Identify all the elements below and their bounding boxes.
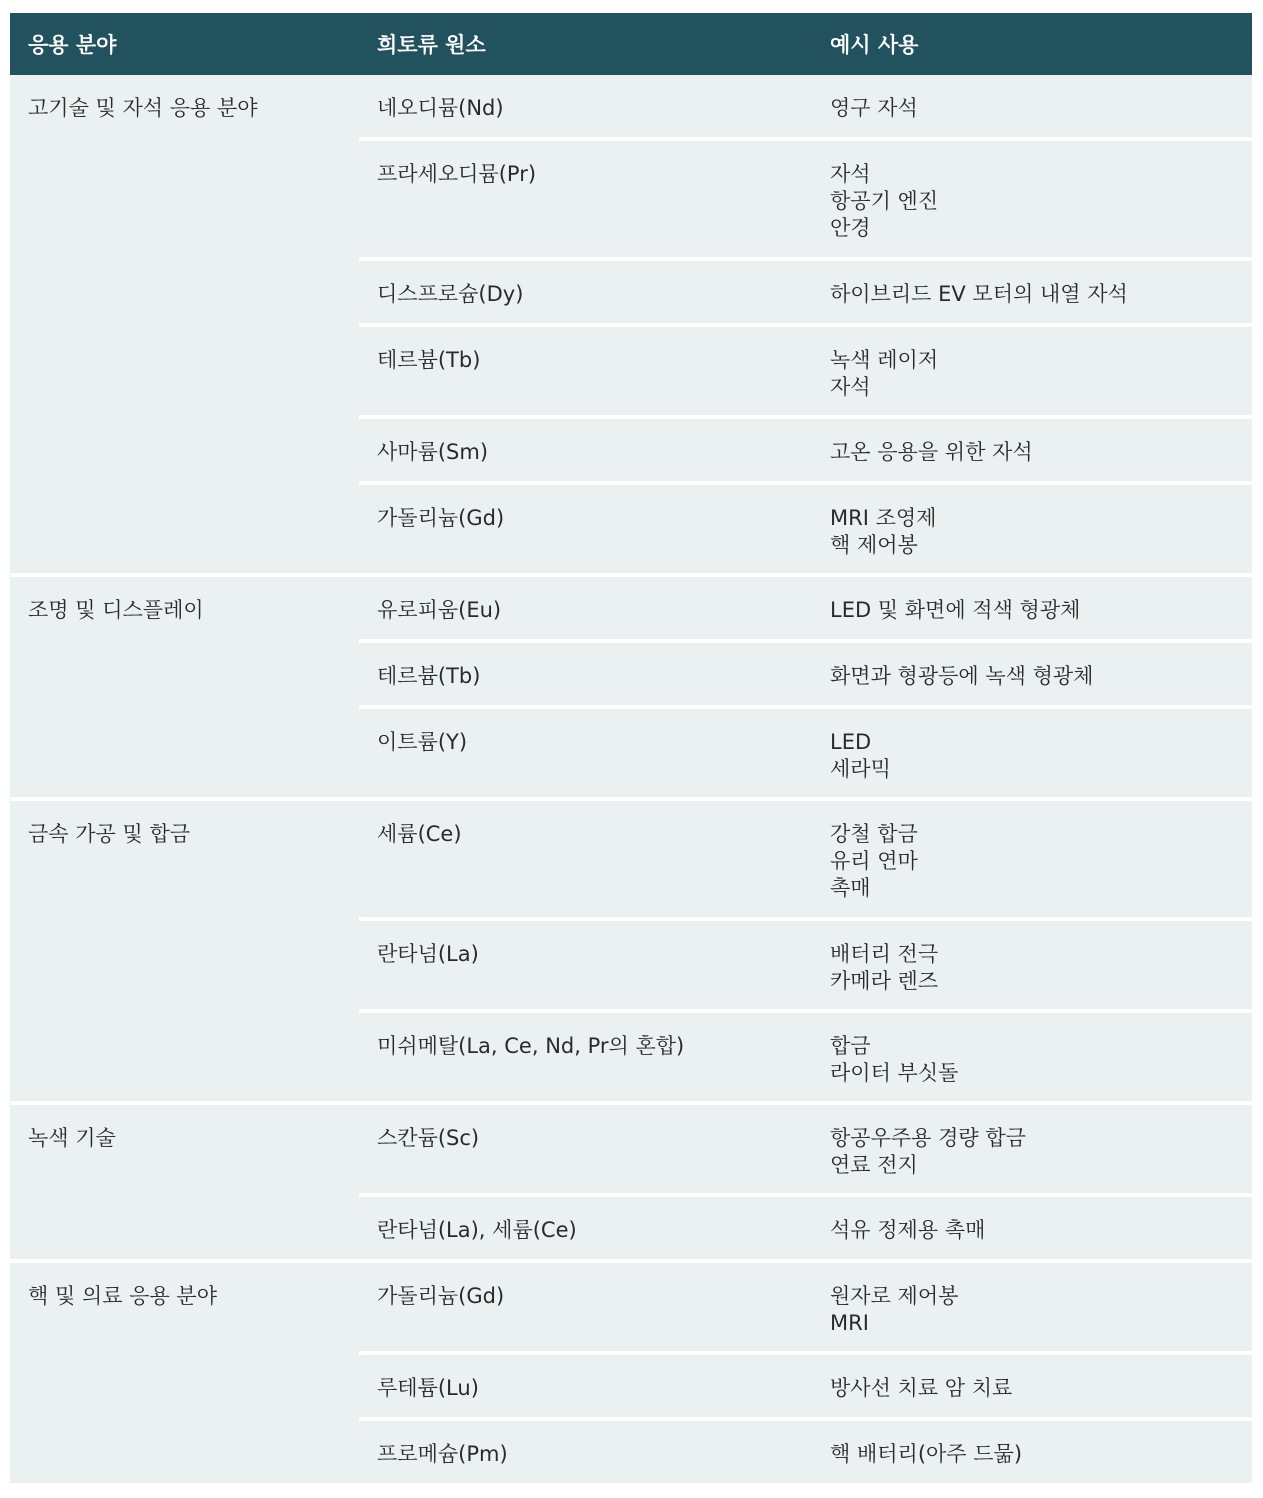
table-row bbox=[359, 327, 1252, 419]
example-uses bbox=[830, 821, 918, 902]
table-row bbox=[359, 1013, 1252, 1101]
table-row bbox=[359, 485, 1252, 573]
use-item: 연료 전지 bbox=[830, 1153, 918, 1177]
element-name: 테르븀(Tb) bbox=[377, 348, 481, 372]
example-uses bbox=[830, 161, 938, 242]
header-application-field: 응용 분야 bbox=[28, 33, 117, 57]
example-uses bbox=[830, 729, 891, 783]
category-label: 녹색 기술 bbox=[28, 1126, 116, 1150]
use-item: 촉매 bbox=[830, 876, 871, 900]
element-name: 프로메슘(Pm) bbox=[377, 1442, 508, 1466]
example-uses bbox=[830, 597, 1080, 624]
use-item: LED bbox=[830, 730, 872, 754]
header-example-use: 예시 사용 bbox=[830, 33, 919, 57]
example-uses bbox=[830, 1283, 958, 1337]
element-name: 루테튬(Lu) bbox=[377, 1376, 479, 1400]
use-item: 석유 정제용 촉매 bbox=[830, 1218, 986, 1242]
example-uses bbox=[830, 663, 1093, 690]
element-name: 테르븀(Tb) bbox=[377, 664, 481, 688]
table-row bbox=[359, 1421, 1252, 1483]
table-row bbox=[359, 921, 1252, 1013]
use-item: 카메라 렌즈 bbox=[830, 969, 939, 993]
use-item: 유리 연마 bbox=[830, 849, 918, 873]
use-item: 하이브리드 EV 모터의 내열 자석 bbox=[830, 282, 1128, 306]
element-name: 네오디뮴(Nd) bbox=[377, 96, 504, 120]
table-row bbox=[359, 801, 1252, 921]
table-header bbox=[10, 13, 1252, 75]
category-group bbox=[10, 75, 1252, 577]
table-row bbox=[359, 709, 1252, 797]
element-name: 가돌리늄(Gd) bbox=[377, 506, 505, 530]
element-name: 유로피움(Eu) bbox=[377, 598, 502, 622]
element-name: 란타넘(La) bbox=[377, 942, 479, 966]
example-uses bbox=[830, 439, 1033, 466]
table-row bbox=[359, 1197, 1252, 1259]
category-label: 핵 및 의료 응용 분야 bbox=[28, 1284, 217, 1308]
table-row bbox=[359, 643, 1252, 709]
use-item: 영구 자석 bbox=[830, 96, 918, 120]
example-uses bbox=[830, 281, 1128, 308]
rare-earth-table bbox=[10, 13, 1252, 1483]
element-name: 미쉬메탈(La, Ce, Nd, Pr의 혼합) bbox=[377, 1034, 685, 1058]
use-item: 세라믹 bbox=[830, 757, 891, 781]
category-label: 금속 가공 및 합금 bbox=[28, 822, 191, 846]
category-group bbox=[10, 577, 1252, 801]
example-uses bbox=[830, 1125, 1026, 1179]
use-item: 핵 제어봉 bbox=[830, 533, 918, 557]
example-uses bbox=[830, 1033, 958, 1087]
use-item: 화면과 형광등에 녹색 형광체 bbox=[830, 664, 1094, 688]
table-row bbox=[359, 1355, 1252, 1421]
element-name: 란타넘(La), 세륨(Ce) bbox=[377, 1218, 577, 1242]
table-row bbox=[359, 141, 1252, 261]
header-rare-earth-element: 희토류 원소 bbox=[377, 33, 486, 57]
element-name: 프라세오디뮴(Pr) bbox=[377, 162, 537, 186]
table-body bbox=[10, 75, 1252, 1483]
table-row bbox=[359, 1263, 1252, 1355]
element-name: 가돌리늄(Gd) bbox=[377, 1284, 505, 1308]
use-item: LED 및 화면에 적색 형광체 bbox=[830, 598, 1081, 622]
use-item: MRI bbox=[830, 1311, 869, 1335]
category-group bbox=[10, 1105, 1252, 1263]
category-label: 조명 및 디스플레이 bbox=[28, 598, 204, 622]
table-row bbox=[359, 577, 1252, 643]
category-group bbox=[10, 1263, 1252, 1483]
use-item: 항공우주용 경량 합금 bbox=[830, 1126, 1026, 1150]
use-item: 방사선 치료 암 치료 bbox=[830, 1376, 1013, 1400]
table-row bbox=[359, 1105, 1252, 1197]
example-uses bbox=[830, 1375, 1012, 1402]
element-name: 사마륨(Sm) bbox=[377, 440, 489, 464]
use-item: 안경 bbox=[830, 216, 871, 240]
use-item: 합금 bbox=[830, 1034, 871, 1058]
category-label: 고기술 및 자석 응용 분야 bbox=[28, 96, 258, 120]
example-uses bbox=[830, 505, 936, 559]
use-item: 자석 bbox=[830, 162, 871, 186]
element-name: 디스프로슘(Dy) bbox=[377, 282, 524, 306]
use-item: 녹색 레이저 bbox=[830, 348, 939, 372]
use-item: 항공기 엔진 bbox=[830, 189, 939, 213]
element-name: 이트륨(Y) bbox=[377, 730, 468, 754]
example-uses bbox=[830, 347, 938, 401]
table-row bbox=[359, 419, 1252, 485]
use-item: 배터리 전극 bbox=[830, 942, 939, 966]
category-group bbox=[10, 801, 1252, 1105]
use-item: 강철 합금 bbox=[830, 822, 918, 846]
example-uses bbox=[830, 1217, 985, 1244]
table-row bbox=[359, 261, 1252, 327]
element-name: 세륨(Ce) bbox=[377, 822, 462, 846]
table-row bbox=[359, 75, 1252, 141]
use-item: 고온 응용을 위한 자석 bbox=[830, 440, 1033, 464]
example-uses bbox=[830, 1441, 1022, 1468]
use-item: 핵 배터리(아주 드묾) bbox=[830, 1442, 1023, 1466]
use-item: 자석 bbox=[830, 375, 871, 399]
use-item: 원자로 제어봉 bbox=[830, 1284, 959, 1308]
use-item: MRI 조영제 bbox=[830, 506, 937, 530]
use-item: 라이터 부싯돌 bbox=[830, 1061, 959, 1085]
element-name: 스칸듐(Sc) bbox=[377, 1126, 480, 1150]
example-uses bbox=[830, 95, 918, 122]
example-uses bbox=[830, 941, 938, 995]
